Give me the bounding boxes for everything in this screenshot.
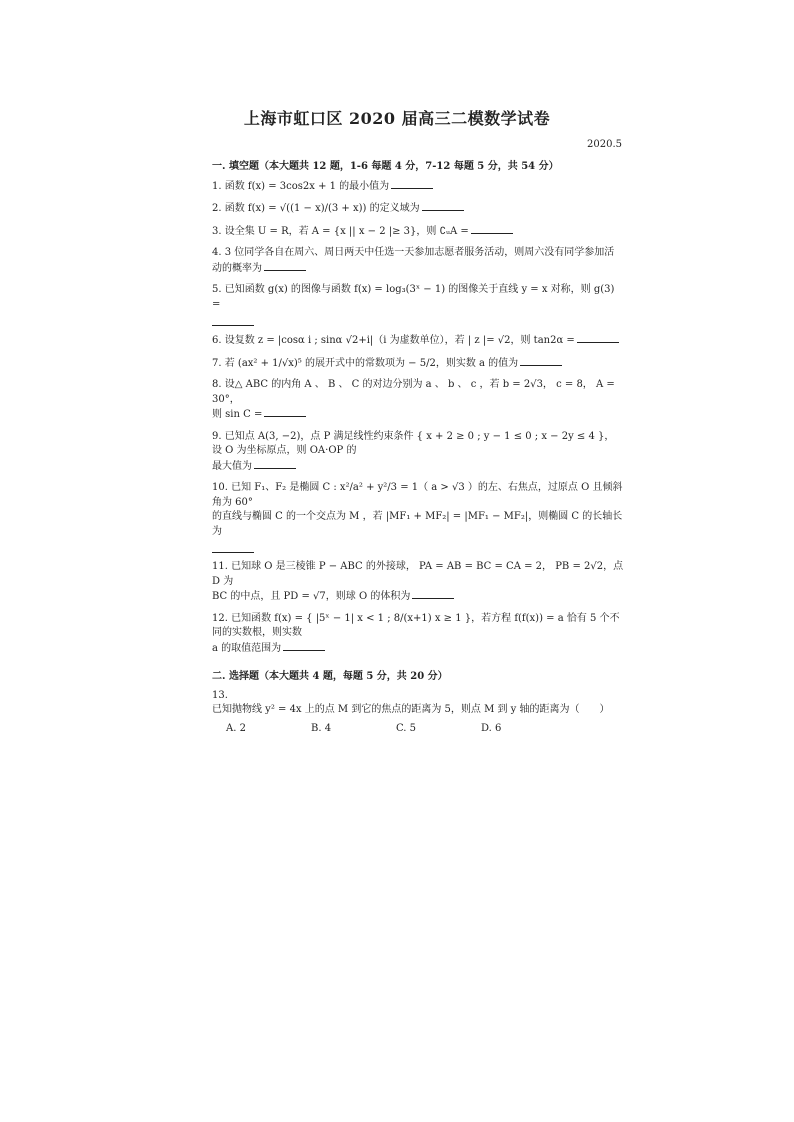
question-number: 12. (212, 612, 228, 624)
question-text: 函数 f(x) = √((1 − x)/(3 + x)) 的定义域为 (224, 203, 420, 214)
question-text: 已知函数 g(x) 的图像与函数 f(x) = log₃(3ˣ − 1) 的图像关于直线 y = x 对称，则 g(3) = (212, 284, 615, 310)
section-fill-blank-title: 一. 填空题（本大题共 12 题，1-6 每题 4 分，7-12 每题 5 分，共 54 分） (212, 161, 559, 172)
answer-blank (283, 641, 325, 651)
question-text-cont: 最大值为 (212, 460, 252, 472)
question-text-cont: BC 的中点，且 PD = √7，则球 O 的体积为 (212, 591, 411, 602)
choice-list (212, 722, 624, 737)
question-number: 8. (212, 379, 222, 390)
answer-blank (471, 224, 513, 234)
answer-blank (264, 407, 306, 417)
question-10 (212, 481, 624, 553)
question-12 (212, 612, 624, 657)
question-number: 7. (212, 357, 222, 369)
question-text: 设全集 U = R，若 A = {x || x − 2 |≥ 3}，则 ∁ᵤA = (224, 225, 469, 237)
choice-d: D. 6 (481, 722, 502, 734)
question-text-cont: 的直线与椭圆 C 的一个交点为 M ，若 |MF₁ + MF₂| = |MF₁ − MF₂|，则椭圆 C 的长轴长为 (212, 511, 623, 537)
question-number: 10. (212, 482, 228, 493)
answer-blank (391, 179, 433, 189)
answer-blank (264, 261, 306, 271)
question-2 (212, 201, 624, 217)
exam-date: 2020.5 (587, 139, 622, 150)
question-text: 已知点 A(3, −2)，点 P 满足线性约束条件 { x + 2 ≥ 0 ; y − 1 ≤ 0 ; x − 2y ≤ 4 }，设 O 为坐标原点，则 OA·OP 的 (212, 430, 615, 456)
question-text-cont: 则 sin C = (212, 409, 263, 420)
question-13 (212, 689, 624, 737)
question-number: 6. (212, 335, 222, 346)
question-text: 已知 F₁、F₂ 是椭圆 C : x²/a² + y²/3 = 1（ a > √3 ）的左、右焦点，过原点 O 且倾斜角为 60° (212, 482, 623, 508)
question-7 (212, 356, 624, 372)
answer-blank (212, 543, 254, 553)
choice-b: B. 4 (311, 722, 332, 734)
exam-content (212, 160, 624, 743)
question-text: 已知球 O 是三棱锥 P − ABC 的外接球， PA = AB = BC = CA = 2， PB = 2√2，点 D 为 (212, 561, 624, 587)
question-9 (212, 430, 624, 475)
question-text: 设复数 z = |cosα i ; sinα √2+i|（i 为虚数单位），若 | z |= √2，则 tan2α = (224, 335, 575, 346)
question-number: 1. (212, 180, 222, 192)
question-text: 已知函数 f(x) = { |5ˣ − 1| x < 1 ; 8/(x+1) x ≥ 1 }，若方程 f(f(x)) = a 恰有 5 个不同的实数根，则实数 (212, 612, 620, 638)
answer-blank (577, 333, 619, 343)
question-text: 若 (ax² + 1/√x)⁵ 的展开式中的常数项为 − 5/2，则实数 a 的值为 (224, 357, 519, 369)
question-text: 3 位同学各自在周六、周日两天中任选一天参加志愿者服务活动，则周六没有同学参加活 (224, 247, 615, 258)
choice-a: A. 2 (226, 722, 246, 734)
answer-blank (254, 459, 296, 469)
question-1 (212, 179, 624, 195)
choice-c: C. 5 (396, 722, 417, 734)
question-number: 13. (212, 689, 228, 701)
question-number: 11. (212, 561, 228, 572)
question-8 (212, 378, 624, 423)
question-number: 2. (212, 203, 222, 214)
section-choice-title: 二. 选择题（本大题共 4 题，每题 5 分，共 20 分） (212, 671, 448, 682)
question-3 (212, 224, 624, 240)
question-11 (212, 560, 624, 605)
question-4 (212, 246, 624, 276)
question-text: 函数 f(x) = 3cos2x + 1 的最小值为 (224, 180, 390, 192)
question-number: 4. (212, 247, 222, 258)
answer-blank (412, 589, 454, 599)
question-number: 3. (212, 225, 222, 237)
question-text-cont: a 的取值范围为 (212, 642, 282, 654)
page-title: 上海市虹口区 2020 届高三二模数学试卷 (243, 109, 551, 128)
question-text: 设△ ABC 的内角 A 、 B 、 C 的对边分别为 a 、 b 、 c ，若 b = 2√3， c = 8， A = 30°， (212, 379, 615, 405)
question-5 (212, 283, 624, 326)
question-6 (212, 333, 624, 349)
question-number: 9. (212, 430, 222, 442)
answer-blank (520, 356, 562, 366)
question-text-cont: 动的概率为 (212, 262, 262, 274)
answer-blank (422, 201, 464, 211)
question-text: 已知抛物线 y² = 4x 上的点 M 到它的焦点的距离为 5，则点 M 到 y 轴的距离为（ ） (212, 704, 610, 715)
answer-blank (212, 316, 254, 326)
question-number: 5. (212, 284, 222, 295)
